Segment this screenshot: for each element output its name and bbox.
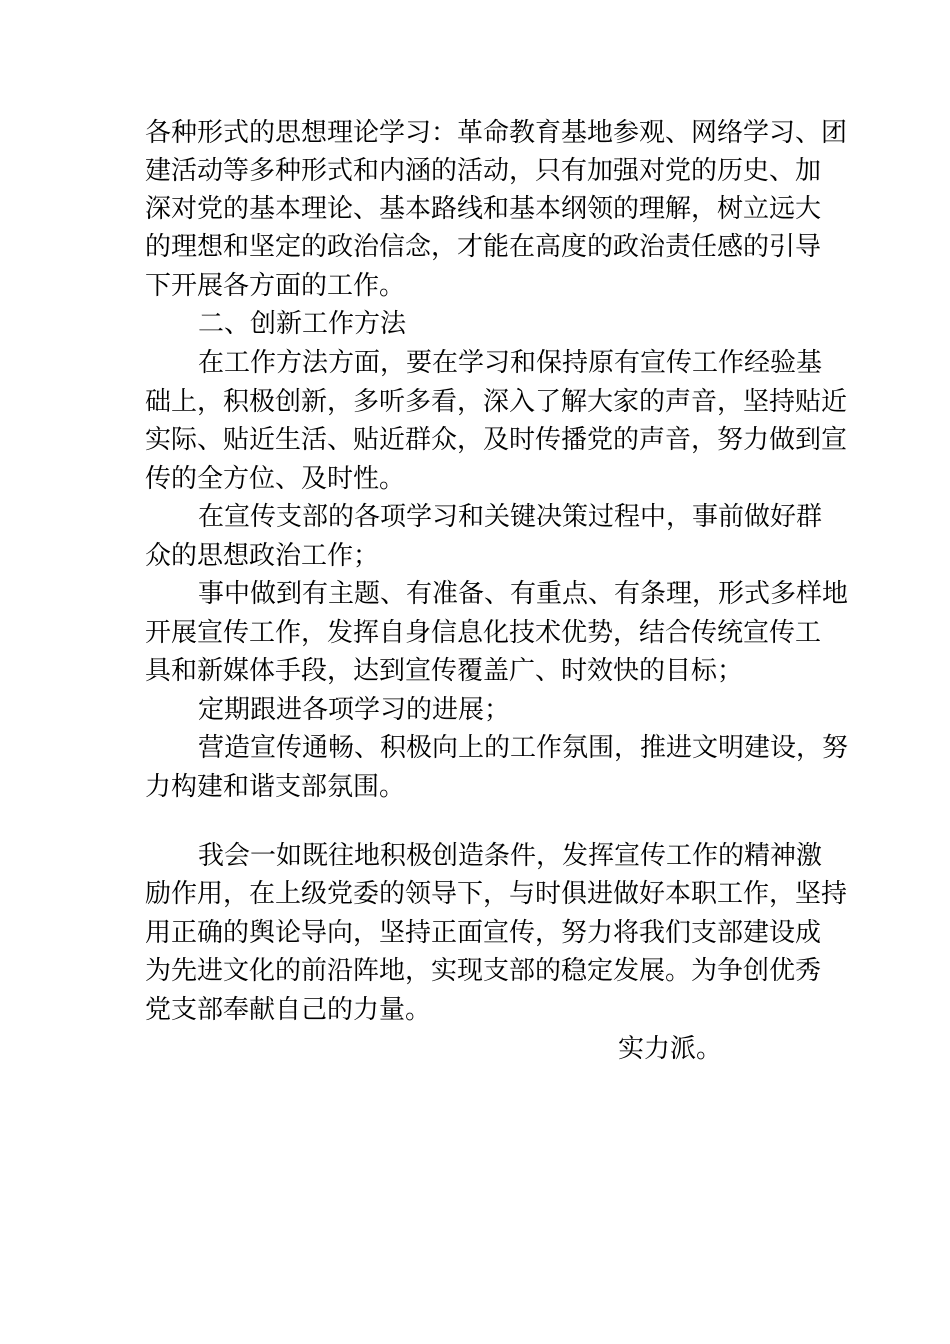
text-line: 党支部奉献自己的力量。 — [145, 995, 432, 1025]
text-line: 众的思想政治工作； — [145, 541, 380, 571]
text-line: 建活动等多种形式和内涵的活动，只有加强对党的历史、加 — [145, 156, 822, 186]
signature: 实力派。 — [618, 1034, 723, 1064]
text-line: 我会一如既往地积极创造条件，发挥宣传工作的精神激 — [198, 841, 823, 871]
text-line: 具和新媒体手段，达到宣传覆盖广、时效快的目标； — [145, 656, 744, 686]
text-line: 深对党的基本理论、基本路线和基本纲领的理解，树立远大 — [145, 194, 822, 224]
text-line: 励作用，在上级党委的领导下，与时俱进做好本职工作，坚持 — [145, 879, 848, 909]
text-line: 传的全方位、及时性。 — [145, 464, 406, 494]
text-line: 力构建和谐支部氛围。 — [145, 772, 406, 802]
text-line: 营造宣传通畅、积极向上的工作氛围，推进文明建设，努 — [198, 733, 849, 763]
text-line: 为先进文化的前沿阵地，实现支部的稳定发展。为争创优秀 — [145, 956, 822, 986]
text-line: 在宣传支部的各项学习和关键决策过程中，事前做好群 — [198, 502, 823, 532]
text-line: 础上，积极创新，多听多看，深入了解大家的声音，坚持贴近 — [145, 387, 848, 417]
text-line: 的理想和坚定的政治信念，才能在高度的政治责任感的引导 — [145, 232, 822, 262]
text-line: 各种形式的思想理论学习：革命教育基地参观、网络学习、团 — [145, 118, 848, 148]
text-line: 事中做到有主题、有准备、有重点、有条理，形式多样地 — [198, 579, 849, 609]
text-line: 实际、贴近生活、贴近群众，及时传播党的声音，努力做到宣 — [145, 425, 848, 455]
text-line: 在工作方法方面，要在学习和保持原有宣传工作经验基 — [198, 348, 823, 378]
text-line: 开展宣传工作，发挥自身信息化技术优势，结合传统宣传工 — [145, 618, 822, 648]
text-line: 下开展各方面的工作。 — [145, 271, 406, 301]
text-line: 定期跟进各项学习的进展； — [198, 695, 511, 725]
text-line: 用正确的舆论导向，坚持正面宣传，努力将我们支部建设成 — [145, 918, 822, 948]
section-heading: 二、创新工作方法 — [198, 309, 407, 339]
